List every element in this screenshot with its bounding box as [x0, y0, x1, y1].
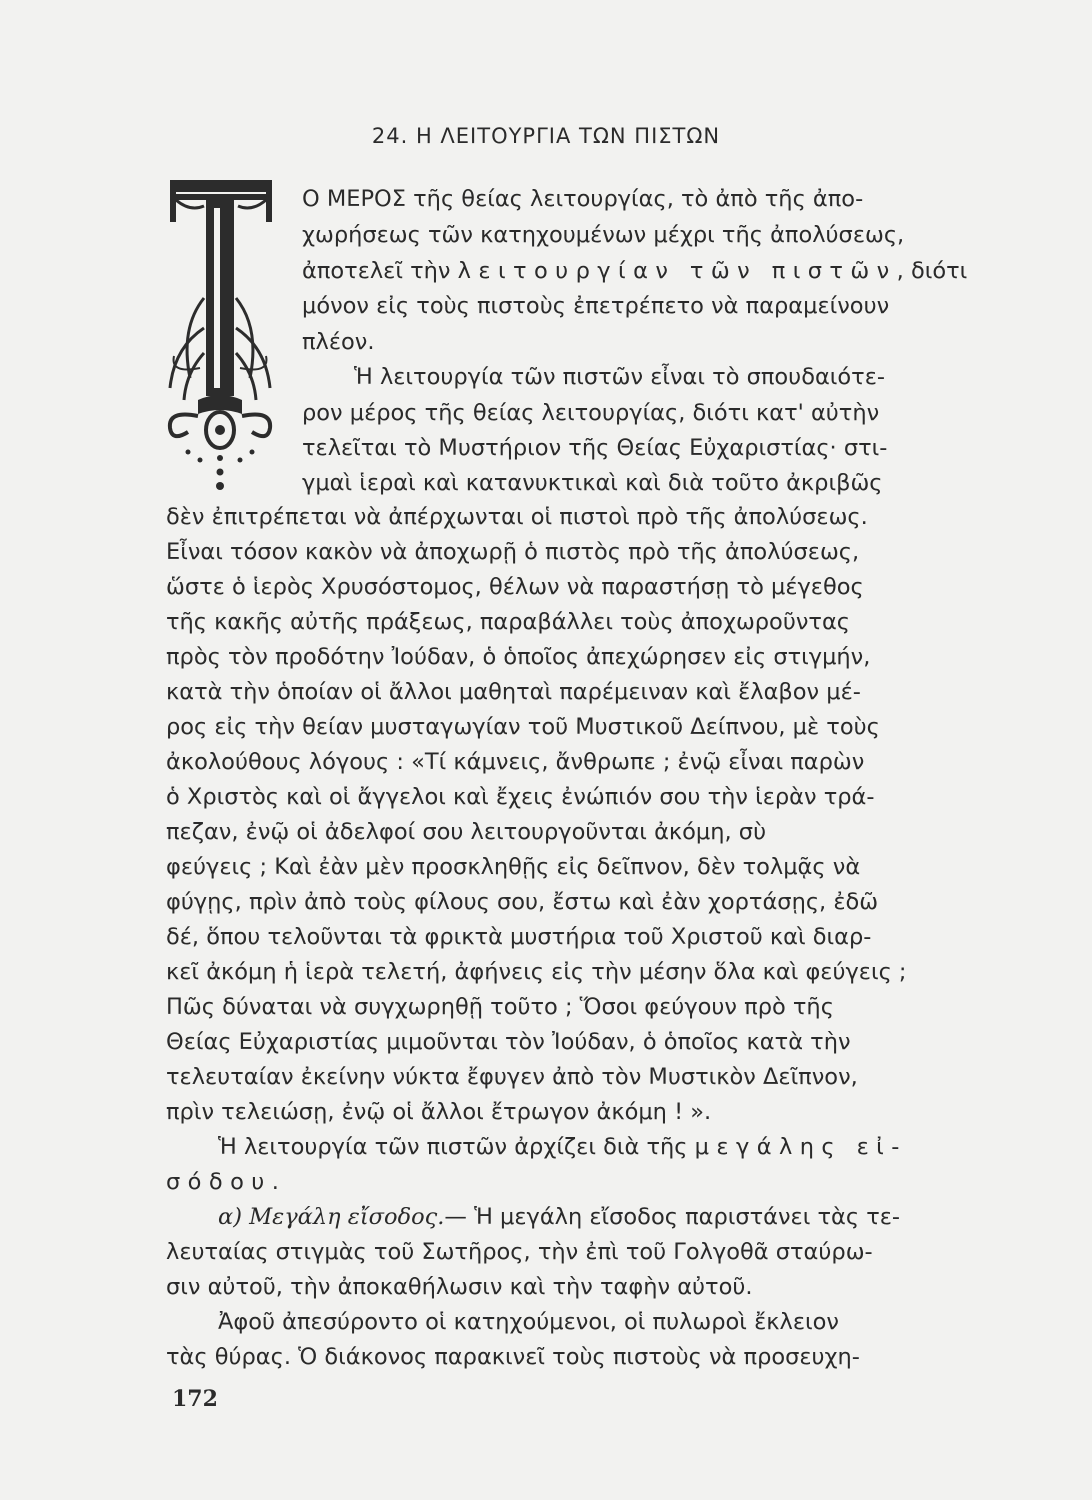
page-title: 24. Η ΛΕΙΤΟΥΡΓΙΑ ΤΩΝ ΠΙΣΤΩΝ — [371, 124, 721, 148]
text-line: σόδου. — [166, 1169, 287, 1195]
ornamental-drop-cap-t — [160, 178, 280, 496]
text-line: δὲν ἐπιτρέπεται νὰ ἀπέρχωνται οἱ πιστοὶ πρὸ τῆς ἀπολύσεως. — [166, 504, 868, 530]
emphasized-term: λειτουργίαν τῶν πιστῶν — [457, 258, 897, 284]
text-line: Ἀφοῦ ἀπεσύροντο οἱ κατηχούμενοι, οἱ πυλωροὶ ἔκλειον — [218, 1309, 839, 1335]
text-line: Ἡ λειτουργία τῶν πιστῶν εἶναι τὸ σπουδαιότε- — [354, 364, 886, 390]
text-line: Θείας Εὐχαριστίας μιμοῦνται τὸν Ἰούδαν, ὁ ὁποῖος κατὰ τὴν — [166, 1029, 851, 1055]
text-line: φύγῃς, πρὶν ἀπὸ τοὺς φίλους σου, ἔστω καὶ ἐὰν χορτάσῃς, ἐδῶ — [166, 889, 879, 915]
emphasized-term: μεγάλης εἰ- — [694, 1134, 907, 1160]
text-segment: ἀποτελεῖ τὴν — [302, 258, 458, 284]
text-line: ἀκολούθους λόγους : «Τί κάμνεις, ἄνθρωπε ; ἐνῷ εἶναι παρὼν — [166, 749, 865, 775]
text-line: πρὶν τελειώσῃ, ἐνῷ οἱ ἄλλοι ἔτρωγον ἀκόμη ! ». — [166, 1099, 712, 1125]
text-line: πλέον. — [302, 329, 375, 355]
text-line: μόνον εἰς τοὺς πιστοὺς ἐπετρέπετο νὰ παραμείνουν — [302, 293, 890, 319]
text-line — [302, 258, 967, 284]
text-line: Πῶς δύναται νὰ συγχωρηθῇ τοῦτο ; Ὅσοι φεύγουν πρὸ τῆς — [166, 994, 834, 1020]
text-line: Εἶναι τόσον κακὸν νὰ ἀποχωρῇ ὁ πιστὸς πρὸ τῆς ἀπολύσεως, — [166, 539, 860, 565]
text-line: κεῖ ἀκόμη ἡ ἱερὰ τελετή, ἀφήνεις εἰς τὴν μέσην ὅλα καὶ φεύγεις ; — [166, 959, 907, 985]
text-line: πρὸς τὸν προδότην Ἰούδαν, ὁ ὁποῖος ἀπεχώρησεν εἰς στιγμήν, — [166, 644, 871, 670]
text-line: ὥστε ὁ ἱερὸς Χρυσόστομος, θέλων νὰ παραστήσῃ τὸ μέγεθος — [166, 574, 864, 600]
text-line: δέ, ὅπου τελοῦνται τὰ φρικτὰ μυστήρια τοῦ Χριστοῦ καὶ διαρ- — [166, 924, 872, 950]
text-line: γμαὶ ἱεραὶ καὶ κατανυκτικαὶ καὶ διὰ τοῦτο ἀκριβῶς — [302, 470, 883, 496]
text-line: ρος εἰς τὴν θείαν μυσταγωγίαν τοῦ Μυστικοῦ Δείπνου, μὲ τοὺς — [166, 714, 880, 740]
text-segment: Ἡ λειτουργία τῶν πιστῶν ἀρχίζει διὰ τῆς — [218, 1134, 695, 1160]
page-number: 172 — [172, 1386, 218, 1412]
section-heading: α) Μεγάλη εἴσοδος. — [218, 1204, 445, 1230]
text-line: χωρήσεως τῶν κατηχουμένων μέχρι τῆς ἀπολύσεως, — [302, 222, 905, 248]
text-line: τελευταίαν ἐκείνην νύκτα ἔφυγεν ἀπὸ τὸν Μυστικὸν Δεῖπνον, — [166, 1064, 858, 1090]
text-line — [218, 1134, 907, 1160]
text-line: τῆς κακῆς αὐτῆς πράξεως, παραβάλλει τοὺς ἀποχωροῦντας — [166, 609, 850, 635]
text-line: φεύγεις ; Καὶ ἐὰν μὲν προσκληθῇς εἰς δεῖπνον, δὲν τολμᾷς νὰ — [166, 854, 861, 880]
text-line: ὁ Χριστὸς καὶ οἱ ἄγγελοι καὶ ἔχεις ἐνώπιόν σου τὴν ἱερὰν τρά- — [166, 784, 875, 810]
text-line: τελεῖται τὸ Μυστήριον τῆς Θείας Εὐχαριστίας· στι- — [302, 435, 888, 461]
text-segment: — Ἡ μεγάλη εἴσοδος παριστάνει τὰς τε- — [444, 1204, 901, 1230]
text-line: τὰς θύρας. Ὁ διάκονος παρακινεῖ τοὺς πιστοὺς νὰ προσευχη- — [166, 1344, 860, 1370]
text-segment: , διότι — [896, 258, 968, 284]
text-line — [218, 1204, 900, 1230]
text-line: κατὰ τὴν ὁποίαν οἱ ἄλλοι μαθηταὶ παρέμειναν καὶ ἔλαβον μέ- — [166, 679, 861, 705]
text-line: λευταίας στιγμὰς τοῦ Σωτῆρος, τὴν ἐπὶ τοῦ Γολγοθᾶ σταύρω- — [166, 1239, 873, 1265]
text-line: σιν αὐτοῦ, τὴν ἀποκαθήλωσιν καὶ τὴν ταφὴν αὐτοῦ. — [166, 1274, 753, 1300]
text-line: ρον μέρος τῆς θείας λειτουργίας, διότι κατ' αὐτὴν — [302, 400, 880, 426]
text-line: Ο ΜΕΡΟΣ τῆς θείας λειτουργίας, τὸ ἀπὸ τῆς ἀπο- — [302, 186, 864, 212]
text-line: πεζαν, ἐνῷ οἱ ἀδελφοί σου λειτουργοῦνται ἀκόμη, σὺ — [166, 819, 767, 845]
